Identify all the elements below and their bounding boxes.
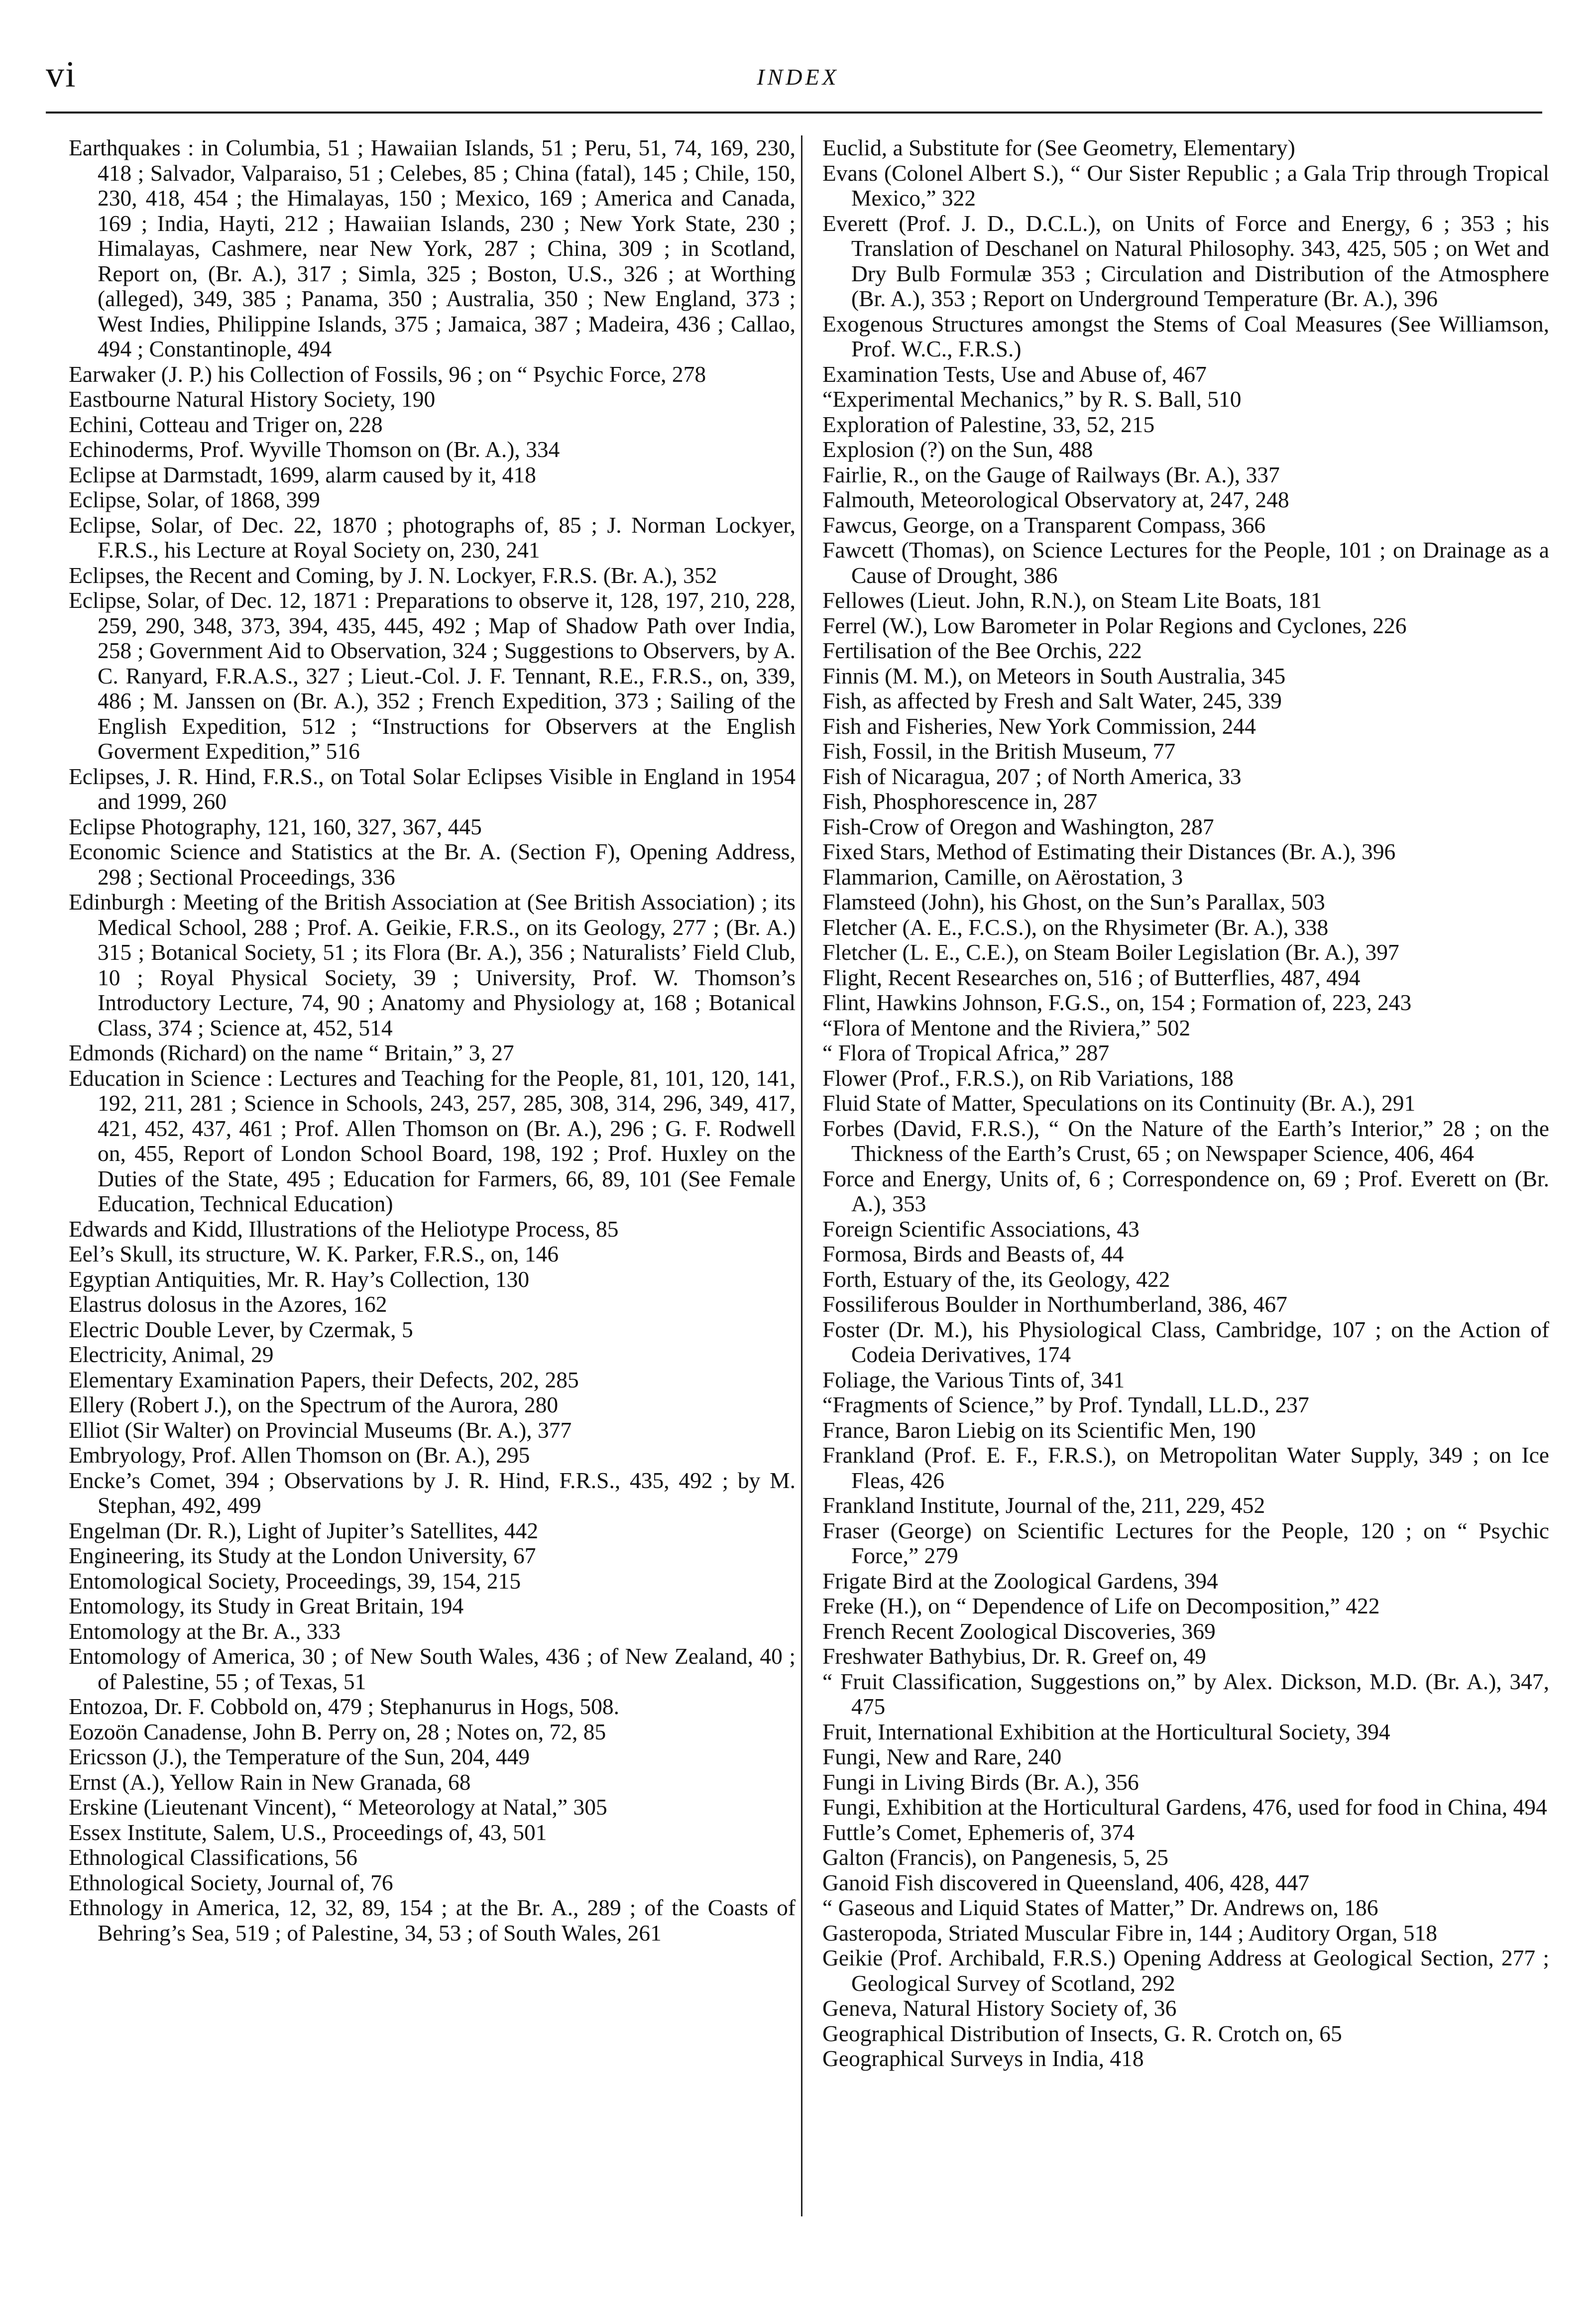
index-entry: Evans (Colonel Albert S.), “ Our Sister Republic ; a Gala Trip through Tropical Mexico,” 322 — [822, 160, 1549, 211]
index-entry: Fletcher (A. E., F.C.S.), on the Rhysimeter (Br. A.), 338 — [822, 914, 1329, 940]
index-entry: Exogenous Structures amongst the Stems of Coal Measures (See Williamson, Prof. W.C., F.R.S.) — [822, 311, 1549, 361]
index-entry: Electric Double Lever, by Czermak, 5 — [69, 1316, 413, 1342]
index-entry: Fletcher (L. E., C.E.), on Steam Boiler Legislation (Br. A.), 397 — [822, 939, 1399, 965]
index-entry: Earthquakes : in Columbia, 51 ; Hawaiian Islands, 51 ; Peru, 51, 74, 169, 230, 418 ; Salvador, Valparaiso, 51 ; Celebes, 85 ; China (fatal), 145 ; Chile, 150, 230, 418, 454 ; the Himalayas, 150 ; Mexico, 169 ; America and Canada, 169 ; India, Hayti, 212 ; Hawaiian Islands, 230 ; New York State, 230 ; Himalayas, Cashmere, near New York, 287 ; China, 309 ; in Scotland, Report on, (Br. A.), 317 ; Simla, 325 ; Boston, U.S., 326 ; at Worthing (alleged), 349, 385 ; Panama, 350 ; Australia, 350 ; New England, 373 ; West Indies, Philippine Islands, 375 ; Jamaica, 387 ; Madeira, 436 ; Callao, 494 ; Constantinople, 494 — [69, 135, 796, 361]
index-entry: Earwaker (J. P.) his Collection of Fossils, 96 ; on “ Psychic Force, 278 — [69, 361, 706, 387]
index-entry: Education in Science : Lectures and Teaching for the People, 81, 101, 120, 141, 192, 211, 281 ; Science in Schools, 243, 257, 285, 308, 314, 296, 349, 417, 421, 452, 437, 461 ; Prof. Allen Thomson on (Br. A.), 296 ; G. F. Rodwell on, 455, Report of London School Board, 198, 192 ; Prof. Huxley on the Duties of the State, 495 ; Education for Farmers, 66, 89, 101 (See Female Education, Technical Education) — [69, 1065, 796, 1216]
page-title: INDEX — [757, 64, 839, 90]
index-entry: Eclipse at Darmstadt, 1699, alarm caused by it, 418 — [69, 461, 536, 487]
index-entry: Eozoön Canadense, John B. Perry on, 28 ; Notes on, 72, 85 — [69, 1719, 606, 1744]
index-entry: Ethnological Society, Journal of, 76 — [69, 1869, 393, 1895]
index-entry: Economic Science and Statistics at the Br. A. (Section F), Opening Address, 298 ; Sectional Proceedings, 336 — [69, 839, 796, 890]
index-entry: Finnis (M. M.), on Meteors in South Australia, 345 — [822, 663, 1286, 689]
index-entry: Engineering, its Study at the London University, 67 — [69, 1543, 536, 1568]
index-entry: Fraser (George) on Scientific Lectures for the People, 120 ; on “ Psychic Force,” 279 — [822, 1517, 1549, 1568]
index-entry: Foster (Dr. M.), his Physiological Class, Cambridge, 107 ; on the Action of Codeia Derivatives, 174 — [822, 1316, 1549, 1367]
index-entry: Ethnological Classifications, 56 — [69, 1845, 358, 1870]
index-entry: Fixed Stars, Method of Estimating their Distances (Br. A.), 396 — [822, 839, 1396, 864]
index-entry: Ganoid Fish discovered in Queensland, 406, 428, 447 — [822, 1869, 1310, 1895]
index-entry: Elementary Examination Papers, their Defects, 202, 285 — [69, 1367, 579, 1392]
index-entry: Fossiliferous Boulder in Northumberland, 386, 467 — [822, 1291, 1287, 1317]
index-entry: “ Flora of Tropical Africa,” 287 — [822, 1040, 1110, 1065]
index-entry: Fawcus, George, on a Transparent Compass, 366 — [822, 512, 1266, 538]
index-entry: Encke’s Comet, 394 ; Observations by J. R. Hind, F.R.S., 435, 492 ; by M. Stephan, 492, 499 — [69, 1467, 796, 1518]
index-entry: Ethnology in America, 12, 32, 89, 154 ; at the Br. A., 289 ; of the Coasts of Behring’s Sea, 519 ; of Palestine, 34, 53 ; of South Wales, 261 — [69, 1895, 796, 1946]
index-entry: Elliot (Sir Walter) on Provincial Museums (Br. A.), 377 — [69, 1417, 572, 1443]
index-entry: Fish-Crow of Oregon and Washington, 287 — [822, 813, 1214, 839]
index-entry: Flight, Recent Researches on, 516 ; of Butterflies, 487, 494 — [822, 964, 1361, 990]
index-entry: Entomological Society, Proceedings, 39, 154, 215 — [69, 1568, 521, 1594]
index-entry: Ferrel (W.), Low Barometer in Polar Regions and Cyclones, 226 — [822, 612, 1407, 638]
header-rule — [46, 112, 1542, 114]
index-entry: Geographical Distribution of Insects, G. R. Crotch on, 65 — [822, 2020, 1342, 2046]
index-entry: Fungi, Exhibition at the Horticultural Gardens, 476, used for food in China, 494 — [822, 1794, 1547, 1820]
index-entry: Fairlie, R., on the Gauge of Railways (Br. A.), 337 — [822, 461, 1280, 487]
index-entry: Eclipse, Solar, of Dec. 12, 1871 : Preparations to observe it, 128, 197, 210, 228, 259, 290, 348, 373, 394, 435, 445, 492 ; Map of Shadow Path over India, 258 ; Government Aid to Observation, 324 ; Suggestions to Observers, by A. C. Ranyard, F.R.A.S., 327 ; Lieut.-Col. J. F. Tennant, R.E., F.R.S., on, 339, 486 ; M. Janssen on (Br. A.), 352 ; French Expedition, 373 ; Sailing of the English Expedition, 512 ; “Instructions for Observers at the English Goverment Expedition,” 516 — [69, 587, 796, 764]
index-column-left — [69, 135, 796, 1946]
index-entry: Everett (Prof. J. D., D.C.L.), on Units of Force and Energy, 6 ; 353 ; his Translation of Deschanel on Natural Philosophy. 343, 425, 505 ; on Wet and Dry Bulb Formulæ 353 ; Circulation and Distribution of the Atmosphere (Br. A.), 353 ; Report on Underground Temperature (Br. A.), 396 — [822, 210, 1549, 311]
index-entry: Egyptian Antiquities, Mr. R. Hay’s Collection, 130 — [69, 1266, 530, 1292]
index-entry: Engelman (Dr. R.), Light of Jupiter’s Satellites, 442 — [69, 1517, 539, 1543]
page-number: vi — [46, 54, 77, 95]
index-entry: Explosion (?) on the Sun, 488 — [822, 437, 1093, 462]
index-entry: Fish, Fossil, in the British Museum, 77 — [822, 738, 1176, 764]
index-entry: Fertilisation of the Bee Orchis, 222 — [822, 638, 1142, 663]
index-entry: Ellery (Robert J.), on the Spectrum of the Aurora, 280 — [69, 1392, 559, 1417]
index-entry: Fish, as affected by Fresh and Salt Water, 245, 339 — [822, 688, 1282, 713]
index-entry: Entomology, its Study in Great Britain, 194 — [69, 1593, 464, 1618]
index-entry: Edinburgh : Meeting of the British Association at (See British Association) ; its Medical School, 288 ; Prof. A. Geikie, F.R.S., on its Geology, 277 ; (Br. A.) 315 ; Botanical Society, 51 ; its Flora (Br. A.), 356 ; Naturalists’ Field Club, 10 ; Royal Physical Society, 39 ; University, Prof. W. Thomson’s Introductory Lecture, 74, 90 ; Anatomy and Physiology at, 168 ; Botanical Class, 374 ; Science at, 452, 514 — [69, 889, 796, 1040]
index-entry: Eclipses, the Recent and Coming, by J. N. Lockyer, F.R.S. (Br. A.), 352 — [69, 562, 717, 588]
index-entry: Fish of Nicaragua, 207 ; of North America, 33 — [822, 763, 1242, 789]
column-divider — [801, 135, 802, 2216]
index-entry: Eclipse Photography, 121, 160, 327, 367, 445 — [69, 813, 482, 839]
index-entry: Flower (Prof., F.R.S.), on Rib Variations, 188 — [822, 1065, 1234, 1091]
index-entry: Frankland (Prof. E. F., F.R.S.), on Metropolitan Water Supply, 349 ; on Ice Fleas, 426 — [822, 1442, 1549, 1493]
index-entry: Entomology at the Br. A., 333 — [69, 1618, 341, 1644]
index-entry: Flamsteed (John), his Ghost, on the Sun’s Parallax, 503 — [822, 889, 1325, 915]
index-entry: Freshwater Bathybius, Dr. R. Greef on, 49 — [822, 1643, 1206, 1669]
index-entry: Falmouth, Meteorological Observatory at, 247, 248 — [822, 487, 1289, 512]
index-entry: Entomology of America, 30 ; of New South Wales, 436 ; of New Zealand, 40 ; of Palestine, 55 ; of Texas, 51 — [69, 1643, 796, 1694]
index-entry: Forth, Estuary of the, its Geology, 422 — [822, 1266, 1170, 1292]
index-entry: Erskine (Lieutenant Vincent), “ Meteorology at Natal,” 305 — [69, 1794, 607, 1820]
index-entry: Examination Tests, Use and Abuse of, 467 — [822, 361, 1207, 387]
index-entry: Electricity, Animal, 29 — [69, 1342, 274, 1367]
index-entry: Fawcett (Thomas), on Science Lectures for the People, 101 ; on Drainage as a Cause of Drought, 386 — [822, 537, 1549, 588]
index-entry: Entozoa, Dr. F. Cobbold on, 479 ; Stephanurus in Hogs, 508. — [69, 1694, 620, 1719]
index-entry: Echini, Cotteau and Triger on, 228 — [69, 411, 383, 437]
index-entry: Fish, Phosphorescence in, 287 — [822, 789, 1098, 814]
index-entry: “Experimental Mechanics,” by R. S. Ball, 510 — [822, 386, 1242, 412]
index-entry: Essex Institute, Salem, U.S., Proceedings of, 43, 501 — [69, 1819, 547, 1845]
index-entry: Futtle’s Comet, Ephemeris of, 374 — [822, 1819, 1135, 1845]
index-entry: Fungi, New and Rare, 240 — [822, 1744, 1062, 1769]
index-entry: Geneva, Natural History Society of, 36 — [822, 1995, 1177, 2021]
index-entry: Frigate Bird at the Zoological Gardens, 394 — [822, 1568, 1218, 1594]
index-entry: Flint, Hawkins Johnson, F.G.S., on, 154 ; Formation of, 223, 243 — [822, 990, 1412, 1015]
index-entry: Fluid State of Matter, Speculations on its Continuity (Br. A.), 291 — [822, 1090, 1416, 1116]
index-entry: “ Fruit Classification, Suggestions on,” by Alex. Dickson, M.D. (Br. A.), 347, 475 — [822, 1668, 1549, 1719]
index-entry: Euclid, a Substitute for (See Geometry, Elementary) — [822, 135, 1295, 160]
index-entry: Fellowes (Lieut. John, R.N.), on Steam Lite Boats, 181 — [822, 587, 1322, 613]
index-entry: French Recent Zoological Discoveries, 369 — [822, 1618, 1216, 1644]
index-entry: Fungi in Living Birds (Br. A.), 356 — [822, 1769, 1139, 1795]
index-entry: Edwards and Kidd, Illustrations of the Heliotype Process, 85 — [69, 1216, 619, 1242]
index-entry: Galton (Francis), on Pangenesis, 5, 25 — [822, 1845, 1169, 1870]
index-entry: Frankland Institute, Journal of the, 211, 229, 452 — [822, 1493, 1265, 1518]
index-entry: Echinoderms, Prof. Wyville Thomson on (Br. A.), 334 — [69, 437, 560, 462]
index-entry: France, Baron Liebig on its Scientific Men, 190 — [822, 1417, 1256, 1443]
index-entry: Eastbourne Natural History Society, 190 — [69, 386, 436, 412]
index-entry: Elastrus dolosus in the Azores, 162 — [69, 1291, 387, 1317]
index-entry: “Fragments of Science,” by Prof. Tyndall, LL.D., 237 — [822, 1392, 1309, 1417]
index-entry: Forbes (David, F.R.S.), “ On the Nature of the Earth’s Interior,” 28 ; on the Thickness of the Earth’s Crust, 65 ; on Newspaper Science, 406, 464 — [822, 1115, 1549, 1166]
index-entry: Geikie (Prof. Archibald, F.R.S.) Opening Address at Geological Section, 277 ; Geological Survey of Scotland, 292 — [822, 1945, 1549, 1996]
index-entry: Eel’s Skull, its structure, W. K. Parker, F.R.S., on, 146 — [69, 1241, 559, 1267]
index-entry: Flammarion, Camille, on Aërostation, 3 — [822, 864, 1183, 890]
index-entry: “ Gaseous and Liquid States of Matter,” Dr. Andrews on, 186 — [822, 1895, 1378, 1920]
index-entry: Eclipse, Solar, of Dec. 22, 1870 ; photographs of, 85 ; J. Norman Lockyer, F.R.S., his Lecture at Royal Society on, 230, 241 — [69, 512, 796, 563]
index-entry: Formosa, Birds and Beasts of, 44 — [822, 1241, 1124, 1267]
index-entry: Foreign Scientific Associations, 43 — [822, 1216, 1140, 1242]
index-entry: Ericsson (J.), the Temperature of the Sun, 204, 449 — [69, 1744, 530, 1769]
index-entry: Fish and Fisheries, New York Commission, 244 — [822, 713, 1256, 739]
index-entry: Eclipses, J. R. Hind, F.R.S., on Total Solar Eclipses Visible in England in 1954 and 1999, 260 — [69, 763, 796, 814]
index-entry: Embryology, Prof. Allen Thomson on (Br. A.), 295 — [69, 1442, 530, 1468]
index-entry: Foliage, the Various Tints of, 341 — [822, 1367, 1125, 1392]
index-entry: Freke (H.), on “ Dependence of Life on Decomposition,” 422 — [822, 1593, 1380, 1618]
index-entry: Ernst (A.), Yellow Rain in New Granada, 68 — [69, 1769, 471, 1795]
index-entry: Gasteropoda, Striated Muscular Fibre in, 144 ; Auditory Organ, 518 — [822, 1920, 1438, 1946]
index-entry: Eclipse, Solar, of 1868, 399 — [69, 487, 320, 512]
index-entry: “Flora of Mentone and the Riviera,” 502 — [822, 1015, 1191, 1040]
index-entry: Exploration of Palestine, 33, 52, 215 — [822, 411, 1155, 437]
index-entry: Fruit, International Exhibition at the Horticultural Society, 394 — [822, 1719, 1390, 1744]
index-entry: Edmonds (Richard) on the name “ Britain,” 3, 27 — [69, 1040, 514, 1065]
index-entry: Force and Energy, Units of, 6 ; Correspondence on, 69 ; Prof. Everett on (Br. A.), 353 — [822, 1165, 1549, 1216]
index-column-right — [822, 135, 1549, 2072]
index-entry: Geographical Surveys in India, 418 — [822, 2046, 1144, 2071]
